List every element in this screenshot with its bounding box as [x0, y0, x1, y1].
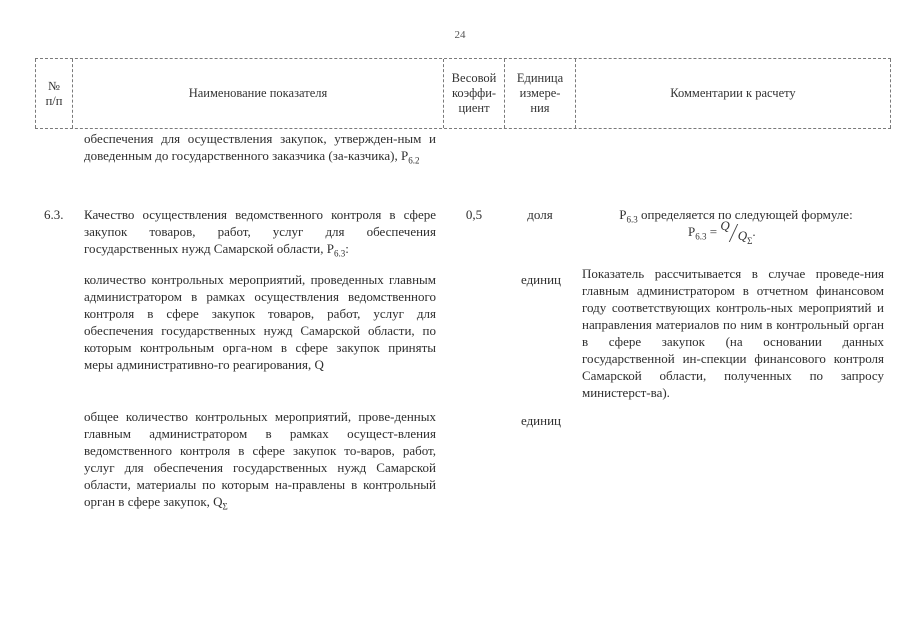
header-number: № п/п — [45, 78, 63, 108]
formula-denominator: Q — [737, 228, 748, 243]
row-name-body: Качество осуществления ведомственного контроля в сфере закупок товаров, работ, услуг для обеспечения государственных нужд Самарской области, — [84, 207, 436, 256]
row-name-symbol-sub: 6.3 — [333, 248, 346, 259]
continuation-symbol-sub: 6.2 — [408, 155, 420, 166]
header-weight: Весовой коэффи-циент — [451, 71, 497, 115]
subrow-q-comment: Показатель рассчитывается в случае проведе-ния главным администратором в отчетном финансовом году соответствующих контроль-ных мероприятий и направления материалов по ним в контрольный орган в сфере закупок (на основании данных государственной ин-спекции финансового контроля Самарской области, полученных по запросу министерст-ва). — [582, 266, 884, 400]
formula-numerator: Q — [720, 218, 730, 233]
continuation-body: обеспечения для осуществления закупок, утвержден-ным и доведенным до государственного заказчика (за-казчика), — [84, 131, 436, 163]
subrow-qsum-text — [84, 408, 436, 516]
header-unit: Единица измере-ния — [516, 71, 564, 115]
subrow-qsum-unit: единиц — [520, 413, 562, 428]
header-bottom-border — [35, 128, 891, 129]
formula-denominator-sub: Σ — [747, 235, 753, 246]
formula — [688, 218, 808, 246]
subrow-qsum-body: общее количество контрольных мероприятий, прове-денных главным администратором в рамках осущест-вления ведомственного контроля в сфере закупок то-варов, работ, услуг для обеспечения государственных нужд Самарской области, материалы по которым на-правлены в контрольный орган в сфере закупок, — [84, 409, 436, 509]
row-name — [84, 206, 436, 263]
page-number: 24 — [454, 29, 466, 41]
row-name-symbol: P — [326, 241, 334, 256]
row-name-suffix: : — [345, 241, 349, 256]
comment-symbol: P — [619, 207, 627, 222]
subrow-q-text: количество контрольных мероприятий, проведенных главным администратором в рамках осуществления ведомственного контроля в сфере закупок товаров, работ, услуг для обеспечения государственных нужд Самарской области, по которым контрольным орга-ном в сфере закупок приняты меры административно-го реагирования, Q — [84, 272, 436, 372]
formula-lhs: P — [688, 224, 696, 239]
continuation-symbol: P — [400, 148, 409, 163]
continuation-text — [84, 130, 436, 170]
header-comments: Комментарии к расчету — [670, 86, 796, 100]
row-number: 6.3. — [44, 207, 64, 222]
subrow-qsum-symbol-sub: Σ — [222, 501, 228, 512]
header-name: Наименование показателя — [188, 86, 328, 100]
formula-equals: = — [706, 224, 721, 239]
comment-symbol-sub: 6.3 — [626, 214, 638, 225]
formula-lhs-sub: 6.3 — [695, 231, 707, 242]
row-weight: 0,5 — [465, 207, 483, 222]
row-unit: доля — [527, 207, 553, 222]
table-right-border — [890, 59, 891, 128]
subrow-qsum-symbol: Q — [213, 494, 223, 509]
comment-text: определяется по следующей формуле: — [637, 207, 853, 222]
subrow-q-unit: единиц — [520, 272, 562, 287]
formula-end: . — [752, 224, 756, 239]
